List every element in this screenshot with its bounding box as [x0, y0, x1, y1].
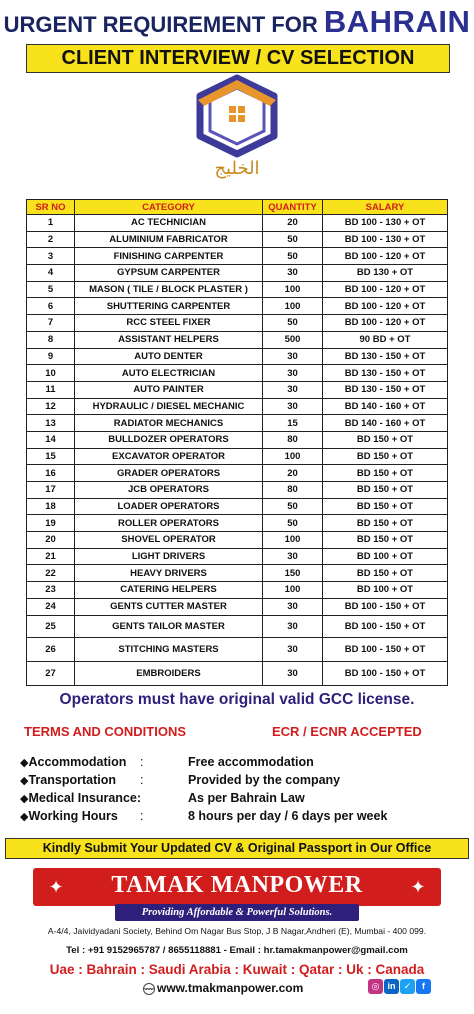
category-cell: ROLLER OPERATORS — [75, 515, 263, 532]
quantity-cell: 30 — [263, 348, 323, 365]
salary-cell: BD 150 + OT — [323, 448, 448, 465]
company-contact: Tel : +91 9152965787 / 8655118881 - Email : hr.tamakmanpower@gmail.com — [66, 945, 408, 956]
table-row — [27, 598, 448, 615]
countries-list: Uae : Bahrain : Saudi Arabia : Kuwait : Qatar : Uk : Canada — [49, 962, 425, 977]
sr-no-cell: 25 — [27, 615, 75, 637]
table-row — [27, 465, 448, 482]
quantity-cell: 80 — [263, 431, 323, 448]
quantity-cell: 50 — [263, 498, 323, 515]
category-cell: AUTO DENTER — [75, 348, 263, 365]
term-value: Provided by the company — [188, 773, 341, 787]
company-logo — [194, 74, 280, 184]
term-colon: : — [140, 755, 144, 769]
sr-no-cell: 6 — [27, 298, 75, 315]
term-value: Free accommodation — [188, 755, 314, 769]
quantity-cell: 30 — [263, 615, 323, 637]
quantity-cell: 100 — [263, 448, 323, 465]
table-row — [27, 515, 448, 532]
quantity-cell: 30 — [263, 548, 323, 565]
sr-no-cell: 18 — [27, 498, 75, 515]
handshake-icon: ✦ — [410, 877, 426, 897]
category-cell: AC TECHNICIAN — [75, 215, 263, 232]
sr-no-cell: 4 — [27, 265, 75, 282]
term-row — [20, 773, 460, 791]
salary-cell: BD 150 + OT — [323, 515, 448, 532]
salary-cell: BD 130 - 150 + OT — [323, 365, 448, 382]
sr-no-cell: 26 — [27, 637, 75, 661]
term-label: Accommodation — [28, 755, 127, 769]
diamond-icon: ◆ — [20, 793, 29, 805]
term-colon: : — [140, 773, 144, 787]
quantity-cell: 50 — [263, 231, 323, 248]
terms-list — [20, 755, 460, 827]
salary-cell: BD 140 - 160 + OT — [323, 415, 448, 432]
term-label: Medical Insurance — [28, 791, 137, 805]
column-header: CATEGORY — [75, 200, 263, 215]
category-cell: LOADER OPERATORS — [75, 498, 263, 515]
diamond-icon: ◆ — [20, 757, 29, 769]
subtitle-bar: CLIENT INTERVIEW / CV SELECTION — [26, 44, 450, 73]
salary-cell: BD 100 - 150 + OT — [323, 661, 448, 685]
sr-no-cell: 20 — [27, 532, 75, 549]
category-cell: LIGHT DRIVERS — [75, 548, 263, 565]
quantity-cell: 30 — [263, 365, 323, 382]
quantity-cell: 50 — [263, 515, 323, 532]
table-row — [27, 298, 448, 315]
instagram-icon[interactable]: ◎ — [368, 979, 383, 994]
sr-no-cell: 13 — [27, 415, 75, 432]
quantity-cell: 30 — [263, 381, 323, 398]
table-row — [27, 498, 448, 515]
salary-cell: BD 130 - 150 + OT — [323, 381, 448, 398]
term-label: Transportation — [28, 773, 116, 787]
category-cell: SHOVEL OPERATOR — [75, 532, 263, 549]
twitter-icon[interactable]: ✓ — [400, 979, 415, 994]
table-row — [27, 348, 448, 365]
salary-cell: BD 100 - 120 + OT — [323, 281, 448, 298]
category-cell: GENTS TAILOR MASTER — [75, 615, 263, 637]
category-cell: ASSISTANT HELPERS — [75, 331, 263, 348]
quantity-cell: 50 — [263, 315, 323, 332]
quantity-cell: 150 — [263, 565, 323, 582]
sr-no-cell: 3 — [27, 248, 75, 265]
salary-cell: 90 BD + OT — [323, 331, 448, 348]
sr-no-cell: 19 — [27, 515, 75, 532]
category-cell: HYDRAULIC / DIESEL MECHANIC — [75, 398, 263, 415]
sr-no-cell: 11 — [27, 381, 75, 398]
sr-no-cell: 2 — [27, 231, 75, 248]
table-row — [27, 431, 448, 448]
logo-arabic-text: الخليج — [214, 158, 260, 179]
salary-cell: BD 150 + OT — [323, 482, 448, 499]
term-value: 8 hours per day / 6 days per week — [188, 809, 388, 823]
column-header: SALARY — [323, 200, 448, 215]
salary-cell: BD 150 + OT — [323, 431, 448, 448]
salary-cell: BD 100 - 120 + OT — [323, 315, 448, 332]
jobs-table — [26, 199, 448, 686]
salary-cell: BD 100 - 150 + OT — [323, 615, 448, 637]
quantity-cell: 20 — [263, 215, 323, 232]
table-body — [27, 215, 448, 686]
term-row — [20, 755, 460, 773]
category-cell: AUTO PAINTER — [75, 381, 263, 398]
quantity-cell: 30 — [263, 661, 323, 685]
table-row — [27, 415, 448, 432]
category-cell: RCC STEEL FIXER — [75, 315, 263, 332]
category-cell: STITCHING MASTERS — [75, 637, 263, 661]
category-cell: RADIATOR MECHANICS — [75, 415, 263, 432]
linkedin-icon[interactable]: in — [384, 979, 399, 994]
sr-no-cell: 16 — [27, 465, 75, 482]
table-header-row — [27, 200, 448, 215]
diamond-icon: ◆ — [20, 811, 29, 823]
quantity-cell: 20 — [263, 465, 323, 482]
sr-no-cell: 14 — [27, 431, 75, 448]
term-value: As per Bahrain Law — [188, 791, 305, 805]
table-row — [27, 637, 448, 661]
title-country: BAHRAIN — [323, 4, 471, 39]
salary-cell: BD 100 - 130 + OT — [323, 215, 448, 232]
company-banner — [33, 868, 441, 906]
quantity-cell: 30 — [263, 265, 323, 282]
sr-no-cell: 24 — [27, 598, 75, 615]
sr-no-cell: 23 — [27, 582, 75, 599]
category-cell: ALUMINIUM FABRICATOR — [75, 231, 263, 248]
table-row — [27, 448, 448, 465]
sr-no-cell: 27 — [27, 661, 75, 685]
category-cell: SHUTTERING CARPENTER — [75, 298, 263, 315]
website-link[interactable] — [143, 981, 303, 997]
term-label: Working Hours — [28, 809, 118, 823]
column-header: QUANTITY — [263, 200, 323, 215]
category-cell: GYPSUM CARPENTER — [75, 265, 263, 282]
category-cell: EXCAVATOR OPERATOR — [75, 448, 263, 465]
salary-cell: BD 140 - 160 + OT — [323, 398, 448, 415]
sr-no-cell: 12 — [27, 398, 75, 415]
category-cell: GENTS CUTTER MASTER — [75, 598, 263, 615]
table-row — [27, 265, 448, 282]
sr-no-cell: 21 — [27, 548, 75, 565]
salary-cell: BD 130 - 150 + OT — [323, 348, 448, 365]
quantity-cell: 15 — [263, 415, 323, 432]
category-cell: JCB OPERATORS — [75, 482, 263, 499]
sr-no-cell: 1 — [27, 215, 75, 232]
sr-no-cell: 8 — [27, 331, 75, 348]
salary-cell: BD 150 + OT — [323, 465, 448, 482]
column-header: SR NO — [27, 200, 75, 215]
house-logo-icon — [194, 74, 280, 158]
quantity-cell: 30 — [263, 398, 323, 415]
salary-cell: BD 150 + OT — [323, 565, 448, 582]
table-row — [27, 231, 448, 248]
title-prefix: URGENT REQUIREMENT FOR — [3, 12, 324, 37]
category-cell: BULLDOZER OPERATORS — [75, 431, 263, 448]
term-colon: : — [140, 809, 144, 823]
salary-cell: BD 150 + OT — [323, 498, 448, 515]
company-tagline: Providing Affordable & Powerful Solutions. — [115, 904, 359, 921]
quantity-cell: 100 — [263, 582, 323, 599]
salary-cell: BD 130 + OT — [323, 265, 448, 282]
website-text: www.tmakmanpower.com — [157, 981, 304, 995]
table-row — [27, 281, 448, 298]
table-row — [27, 482, 448, 499]
salary-cell: BD 100 - 120 + OT — [323, 248, 448, 265]
salary-cell: BD 150 + OT — [323, 532, 448, 549]
table-row — [27, 365, 448, 382]
salary-cell: BD 100 - 150 + OT — [323, 598, 448, 615]
sr-no-cell: 17 — [27, 482, 75, 499]
salary-cell: BD 100 - 130 + OT — [323, 231, 448, 248]
table-row — [27, 661, 448, 685]
table-row — [27, 248, 448, 265]
category-cell: AUTO ELECTRICIAN — [75, 365, 263, 382]
table-row — [27, 532, 448, 549]
table-row — [27, 215, 448, 232]
table-row — [27, 582, 448, 599]
term-row — [20, 809, 460, 827]
sr-no-cell: 10 — [27, 365, 75, 382]
quantity-cell: 100 — [263, 532, 323, 549]
term-label-wrap: ◆Medical Insurance: — [20, 791, 142, 805]
quantity-cell: 80 — [263, 482, 323, 499]
social-icons — [368, 979, 432, 995]
table-row — [27, 381, 448, 398]
table-row — [27, 615, 448, 637]
term-label-wrap — [20, 755, 126, 769]
sr-no-cell: 9 — [27, 348, 75, 365]
quantity-cell: 50 — [263, 248, 323, 265]
table-row — [27, 548, 448, 565]
company-address: A-4/4, Jaividyadani Society, Behind Om Nagar Bus Stop, J B Nagar,Andheri (E), Mumbai - 400 099. — [47, 926, 427, 936]
salary-cell: BD 100 - 150 + OT — [323, 637, 448, 661]
category-cell: EMBROIDERS — [75, 661, 263, 685]
category-cell: GRADER OPERATORS — [75, 465, 263, 482]
category-cell: HEAVY DRIVERS — [75, 565, 263, 582]
term-label-wrap — [20, 773, 116, 787]
ecr-notice: ECR / ECNR ACCEPTED — [272, 724, 422, 739]
sr-no-cell: 7 — [27, 315, 75, 332]
salary-cell: BD 100 + OT — [323, 582, 448, 599]
sr-no-cell: 15 — [27, 448, 75, 465]
quantity-cell: 100 — [263, 298, 323, 315]
quantity-cell: 100 — [263, 281, 323, 298]
company-name: TAMAK MANPOWER — [111, 872, 363, 898]
quantity-cell: 30 — [263, 598, 323, 615]
category-cell: FINISHING CARPENTER — [75, 248, 263, 265]
globe-icon: www — [143, 983, 155, 995]
table-row — [27, 565, 448, 582]
page-title — [0, 2, 474, 42]
submit-notice: Kindly Submit Your Updated CV & Original Passport in Our Office — [5, 838, 469, 859]
facebook-icon[interactable]: f — [416, 979, 431, 994]
term-label-wrap — [20, 809, 118, 823]
table-row — [27, 398, 448, 415]
table-row — [27, 331, 448, 348]
salary-cell: BD 100 - 120 + OT — [323, 298, 448, 315]
terms-title: TERMS AND CONDITIONS — [24, 724, 187, 739]
term-row — [20, 791, 460, 809]
quantity-cell: 500 — [263, 331, 323, 348]
handshake-icon: ✦ — [48, 877, 64, 897]
category-cell: MASON ( TILE / BLOCK PLASTER ) — [75, 281, 263, 298]
salary-cell: BD 100 + OT — [323, 548, 448, 565]
sr-no-cell: 5 — [27, 281, 75, 298]
table-row — [27, 315, 448, 332]
diamond-icon: ◆ — [20, 775, 29, 787]
sr-no-cell: 22 — [27, 565, 75, 582]
quantity-cell: 30 — [263, 637, 323, 661]
category-cell: CATERING HELPERS — [75, 582, 263, 599]
license-notice: Operators must have original valid GCC license. — [59, 691, 415, 708]
